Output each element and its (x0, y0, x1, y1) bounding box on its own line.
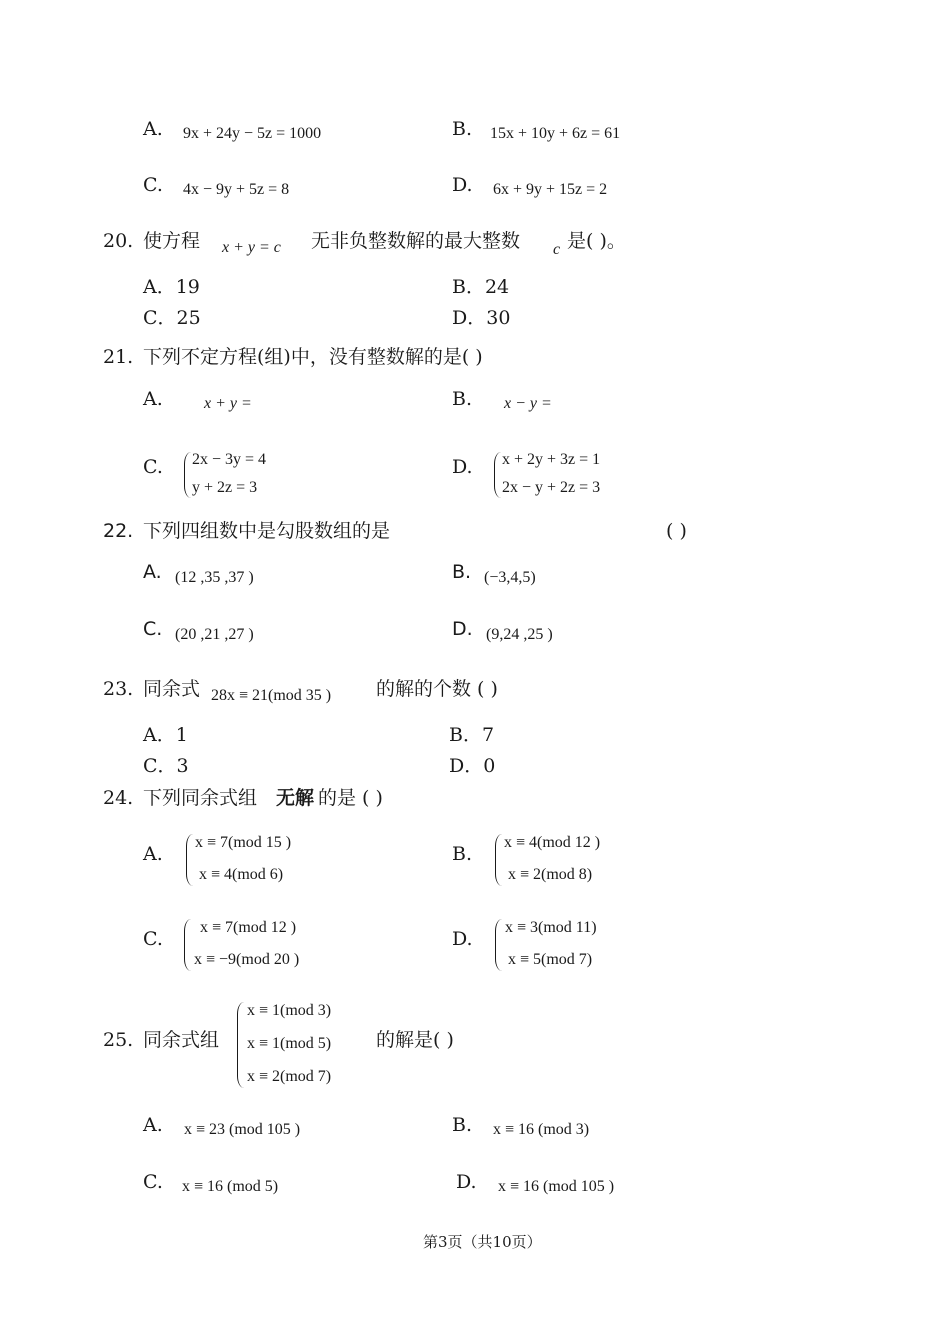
q23-option-a: A．1 (143, 724, 188, 746)
q25-stem-end: 的解是( ) (376, 1029, 454, 1051)
page-footer: 第3页（共10页） (423, 1233, 542, 1251)
q22-option-b-value: (−3,4,5) (484, 569, 536, 586)
q23-stem-start: 同余式 (143, 678, 201, 700)
q24-option-b-line2: x ≡ 2(mod 8) (508, 866, 593, 883)
q22-option-a-value: (12 ,35 ,37 ) (175, 569, 254, 586)
q21-option-a-label: A. (143, 388, 163, 410)
q24-option-b-brace (495, 834, 502, 886)
q23-option-b: B．7 (449, 724, 495, 746)
q24-option-d-brace (495, 919, 502, 971)
q25-option-a-value: x ≡ 23 (mod 105 ) (184, 1121, 301, 1138)
q25-option-d-value: x ≡ 16 (mod 105 ) (498, 1178, 615, 1195)
q25-congruence-1: x ≡ 1(mod 3) (247, 1002, 332, 1019)
q21-stem: 下列不定方程(组)中，没有整数解的是( ) (143, 346, 483, 368)
q21-option-d-line2: 2x − y + 2z = 3 (502, 479, 601, 496)
q19-option-a-label: A. (143, 118, 163, 140)
q19-option-d-label: D. (452, 174, 473, 196)
q21-number: 21. (103, 346, 134, 368)
q25-option-c-value: x ≡ 16 (mod 5) (182, 1178, 279, 1195)
q25-option-c-label: C. (143, 1171, 163, 1193)
q24-stem-emphasis: 无解 (276, 787, 315, 809)
q19-option-c-label: C. (143, 174, 163, 196)
q24-option-c-brace (184, 919, 191, 971)
q21-option-d-label: D. (452, 456, 473, 478)
q19-option-c-equation: 4x − 9y + 5z = 8 (183, 181, 290, 198)
q22-option-d-value: (9,24 ,25 ) (486, 626, 553, 643)
q25-option-b-value: x ≡ 16 (mod 3) (493, 1121, 590, 1138)
q20-stem-start: 使方程 (143, 230, 201, 252)
q23-option-d: D．0 (449, 755, 496, 777)
q24-option-d-line2: x ≡ 5(mod 7) (508, 951, 593, 968)
q21-option-a-equation: x + y = (204, 395, 252, 412)
q21-option-d-brace (494, 452, 501, 498)
q25-option-b-label: B. (452, 1114, 473, 1136)
q24-option-b-label: B. (452, 843, 473, 865)
q20-equation: x + y = c (222, 239, 281, 256)
q25-option-d-label: D. (456, 1171, 477, 1193)
q22-option-d-label: D. (452, 618, 473, 640)
q24-option-a-label: A. (143, 843, 163, 865)
q19-option-d-equation: 6x + 9y + 15z = 2 (493, 181, 608, 198)
q25-congruence-2: x ≡ 1(mod 5) (247, 1035, 332, 1052)
q21-option-c-brace (184, 452, 191, 498)
q19-option-a-equation: 9x + 24y − 5z = 1000 (183, 125, 322, 142)
q20-number: 20. (103, 230, 134, 252)
q25-stem-start: 同余式组 (143, 1029, 220, 1051)
q20-option-a: A．19 (143, 276, 200, 298)
q21-option-c-line2: y + 2z = 3 (192, 479, 258, 496)
q22-number: 22. (103, 520, 134, 542)
q20-option-c: C．25 (143, 307, 201, 329)
q24-option-c-line2: x ≡ −9(mod 20 ) (194, 951, 300, 968)
q22-option-c-label: C. (143, 618, 163, 640)
q21-option-b-label: B. (452, 388, 473, 410)
q20-stem-end: 是( )。 (567, 230, 626, 252)
q20-variable-c: c (553, 241, 561, 258)
q22-option-c-value: (20 ,21 ,27 ) (175, 626, 254, 643)
q22-stem: 下列四组数中是勾股数组的是 (143, 520, 391, 542)
q25-congruence-3: x ≡ 2(mod 7) (247, 1068, 332, 1085)
q23-number: 23. (103, 678, 134, 700)
q23-congruence: 28x ≡ 21(mod 35 ) (211, 687, 332, 704)
q25-option-a-label: A. (143, 1114, 163, 1136)
q24-option-a-brace (186, 834, 193, 886)
q21-option-c-line1: 2x − 3y = 4 (192, 451, 267, 468)
q22-answer-paren: ( ) (666, 520, 687, 542)
q20-option-b: B．24 (452, 276, 510, 298)
q24-option-c-label: C. (143, 928, 163, 950)
q23-option-c: C．3 (143, 755, 189, 777)
q24-stem-end: 的是 ( ) (318, 787, 383, 809)
q21-option-d-line1: x + 2y + 3z = 1 (502, 451, 601, 468)
q24-stem-start: 下列同余式组 (143, 787, 258, 809)
q24-option-a-line2: x ≡ 4(mod 6) (199, 866, 284, 883)
q19-option-b-equation: 15x + 10y + 6z = 61 (490, 125, 621, 142)
q24-option-b-line1: x ≡ 4(mod 12 ) (504, 834, 601, 851)
q25-number: 25. (103, 1029, 134, 1051)
q20-stem-middle: 无非负整数解的最大整数 (311, 230, 521, 252)
q25-system-brace (237, 1002, 245, 1088)
q24-number: 24. (103, 787, 134, 809)
q21-option-c-label: C. (143, 456, 163, 478)
q21-option-b-equation: x − y = (504, 395, 552, 412)
q22-option-b-label: B. (452, 561, 472, 583)
q23-stem-end: 的解的个数 ( ) (376, 678, 498, 700)
q24-option-d-label: D. (452, 928, 473, 950)
q24-option-d-line1: x ≡ 3(mod 11) (505, 919, 597, 936)
q24-option-c-line1: x ≡ 7(mod 12 ) (200, 919, 297, 936)
q24-option-a-line1: x ≡ 7(mod 15 ) (195, 834, 292, 851)
q20-option-d: D．30 (452, 307, 511, 329)
q22-option-a-label: A. (143, 561, 162, 583)
q19-option-b-label: B. (452, 118, 473, 140)
